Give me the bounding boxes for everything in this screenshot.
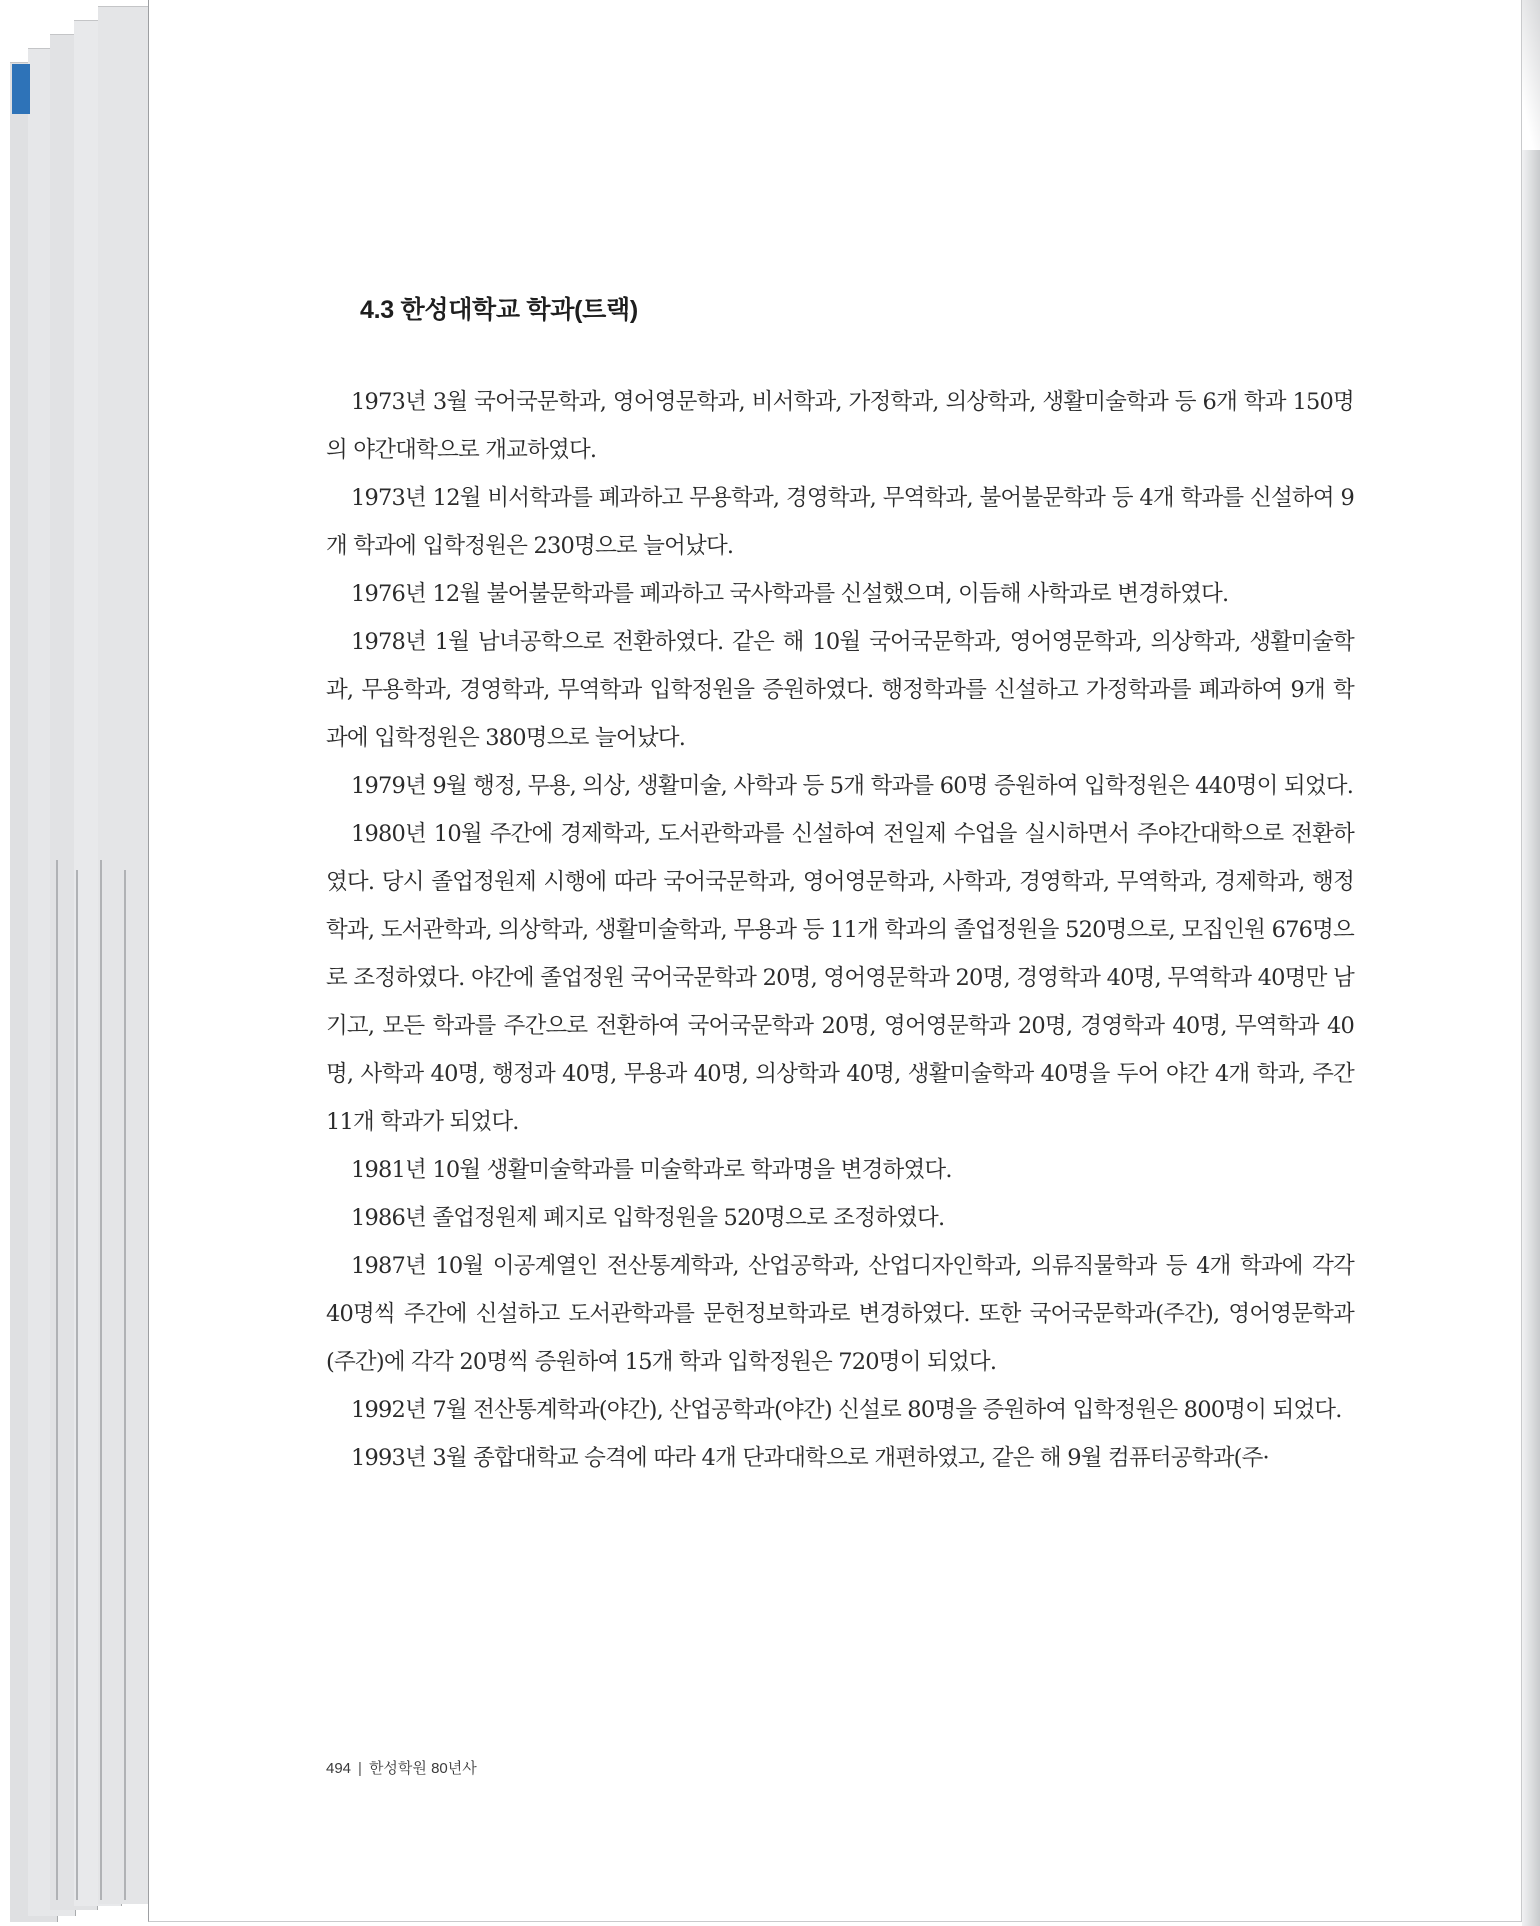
body-text: [326, 378, 1354, 1482]
section-heading: 4.3 한성대학교 학과(트랙): [360, 296, 638, 324]
paragraph-1973-03: 1973년 3월 국어국문학과, 영어영문학과, 비서학과, 가정학과, 의상학과, 생활미술학과 등 6개 학과 150명의 야간대학으로 개교하였다.: [326, 389, 1354, 463]
blue-index-tab: [12, 64, 30, 114]
paragraph-1992: 1992년 7월 전산통계학과(야간), 산업공학과(야간) 신설로 80명을 증원하여 입학정원은 800명이 되었다.: [351, 1397, 1342, 1423]
paragraph-1979: 1979년 9월 행정, 무용, 의상, 생활미술, 사학과 등 5개 학과를 60명 증원하여 입학정원은 440명이 되었다.: [351, 773, 1354, 799]
paragraph-1981: 1981년 10월 생활미술학과를 미술학과로 학과명을 변경하였다.: [351, 1157, 952, 1183]
footer-separator: |: [358, 1760, 362, 1777]
page-edge-line: [124, 870, 126, 1900]
page-edge-line: [100, 860, 102, 1900]
paragraph-1987: 1987년 10월 이공계열인 전산통계학과, 산업공학과, 산업디자인학과, 의류직물학과 등 4개 학과에 각각 40명씩 주간에 신설하고 도서관학과를 문헌정보학과로 변경하였다. 또한 국어국문학과(주간), 영어영문학과(주간)에 각각 20명씩 증원하여 15개 학과 입학정원은 720명이 되었다.: [326, 1253, 1354, 1375]
book-title: 한성학원 80년사: [368, 1760, 477, 1777]
paragraph-1978: 1978년 1월 남녀공학으로 전환하였다. 같은 해 10월 국어국문학과, 영어영문학과, 의상학과, 생활미술학과, 무용학과, 경영학과, 무역학과 입학정원을 증원하였다. 행정학과를 신설하고 가정학과를 폐과하여 9개 학과에 입학정원은 380명으로 늘어났다.: [326, 629, 1354, 751]
page-edge-line: [56, 860, 58, 1900]
paragraph-1986: 1986년 졸업정원제 폐지로 입학정원을 520명으로 조정하였다.: [351, 1205, 945, 1231]
paragraph-1993: 1993년 3월 종합대학교 승격에 따라 4개 단과대학으로 개편하였고, 같은 해 9월 컴퓨터공학과(주·: [351, 1445, 1269, 1471]
page-right-edge: [1522, 0, 1540, 1926]
page-edge-line: [76, 870, 78, 1900]
paragraph-1973-12: 1973년 12월 비서학과를 폐과하고 무용학과, 경영학과, 무역학과, 불어불문학과 등 4개 학과를 신설하여 9개 학과에 입학정원은 230명으로 늘어났다.: [326, 485, 1354, 559]
paragraph-1976: 1976년 12월 불어불문학과를 폐과하고 국사학과를 신설했으며, 이듬해 사학과로 변경하였다.: [351, 581, 1229, 607]
page-footer: [326, 1757, 477, 1778]
page-number: 494: [326, 1760, 352, 1777]
paragraph-1980: 1980년 10월 주간에 경제학과, 도서관학과를 신설하여 전일제 수업을 실시하면서 주야간대학으로 전환하였다. 당시 졸업정원제 시행에 따라 국어국문학과, 영어영문학과, 사학과, 경영학과, 무역학과, 경제학과, 행정학과, 도서관학과, 의상학과, 생활미술학과, 무용과 등 11개 학과의 졸업정원을 520명으로, 모집인원 676명으로 조정하였다. 야간에 졸업정원 국어국문학과 20명, 영어영문학과 20명, 경영학과 40명, 무역학과 40명만 남기고, 모든 학과를 주간으로 전환하여 국어국문학과 20명, 영어영문학과 20명, 경영학과 40명, 무역학과 40명, 사학과 40명, 행정과 40명, 무용과 40명, 의상학과 40명, 생활미술학과 40명을 두어 야간 4개 학과, 주간 11개 학과가 되었다.: [326, 821, 1354, 1135]
page-stack: [0, 0, 150, 1926]
